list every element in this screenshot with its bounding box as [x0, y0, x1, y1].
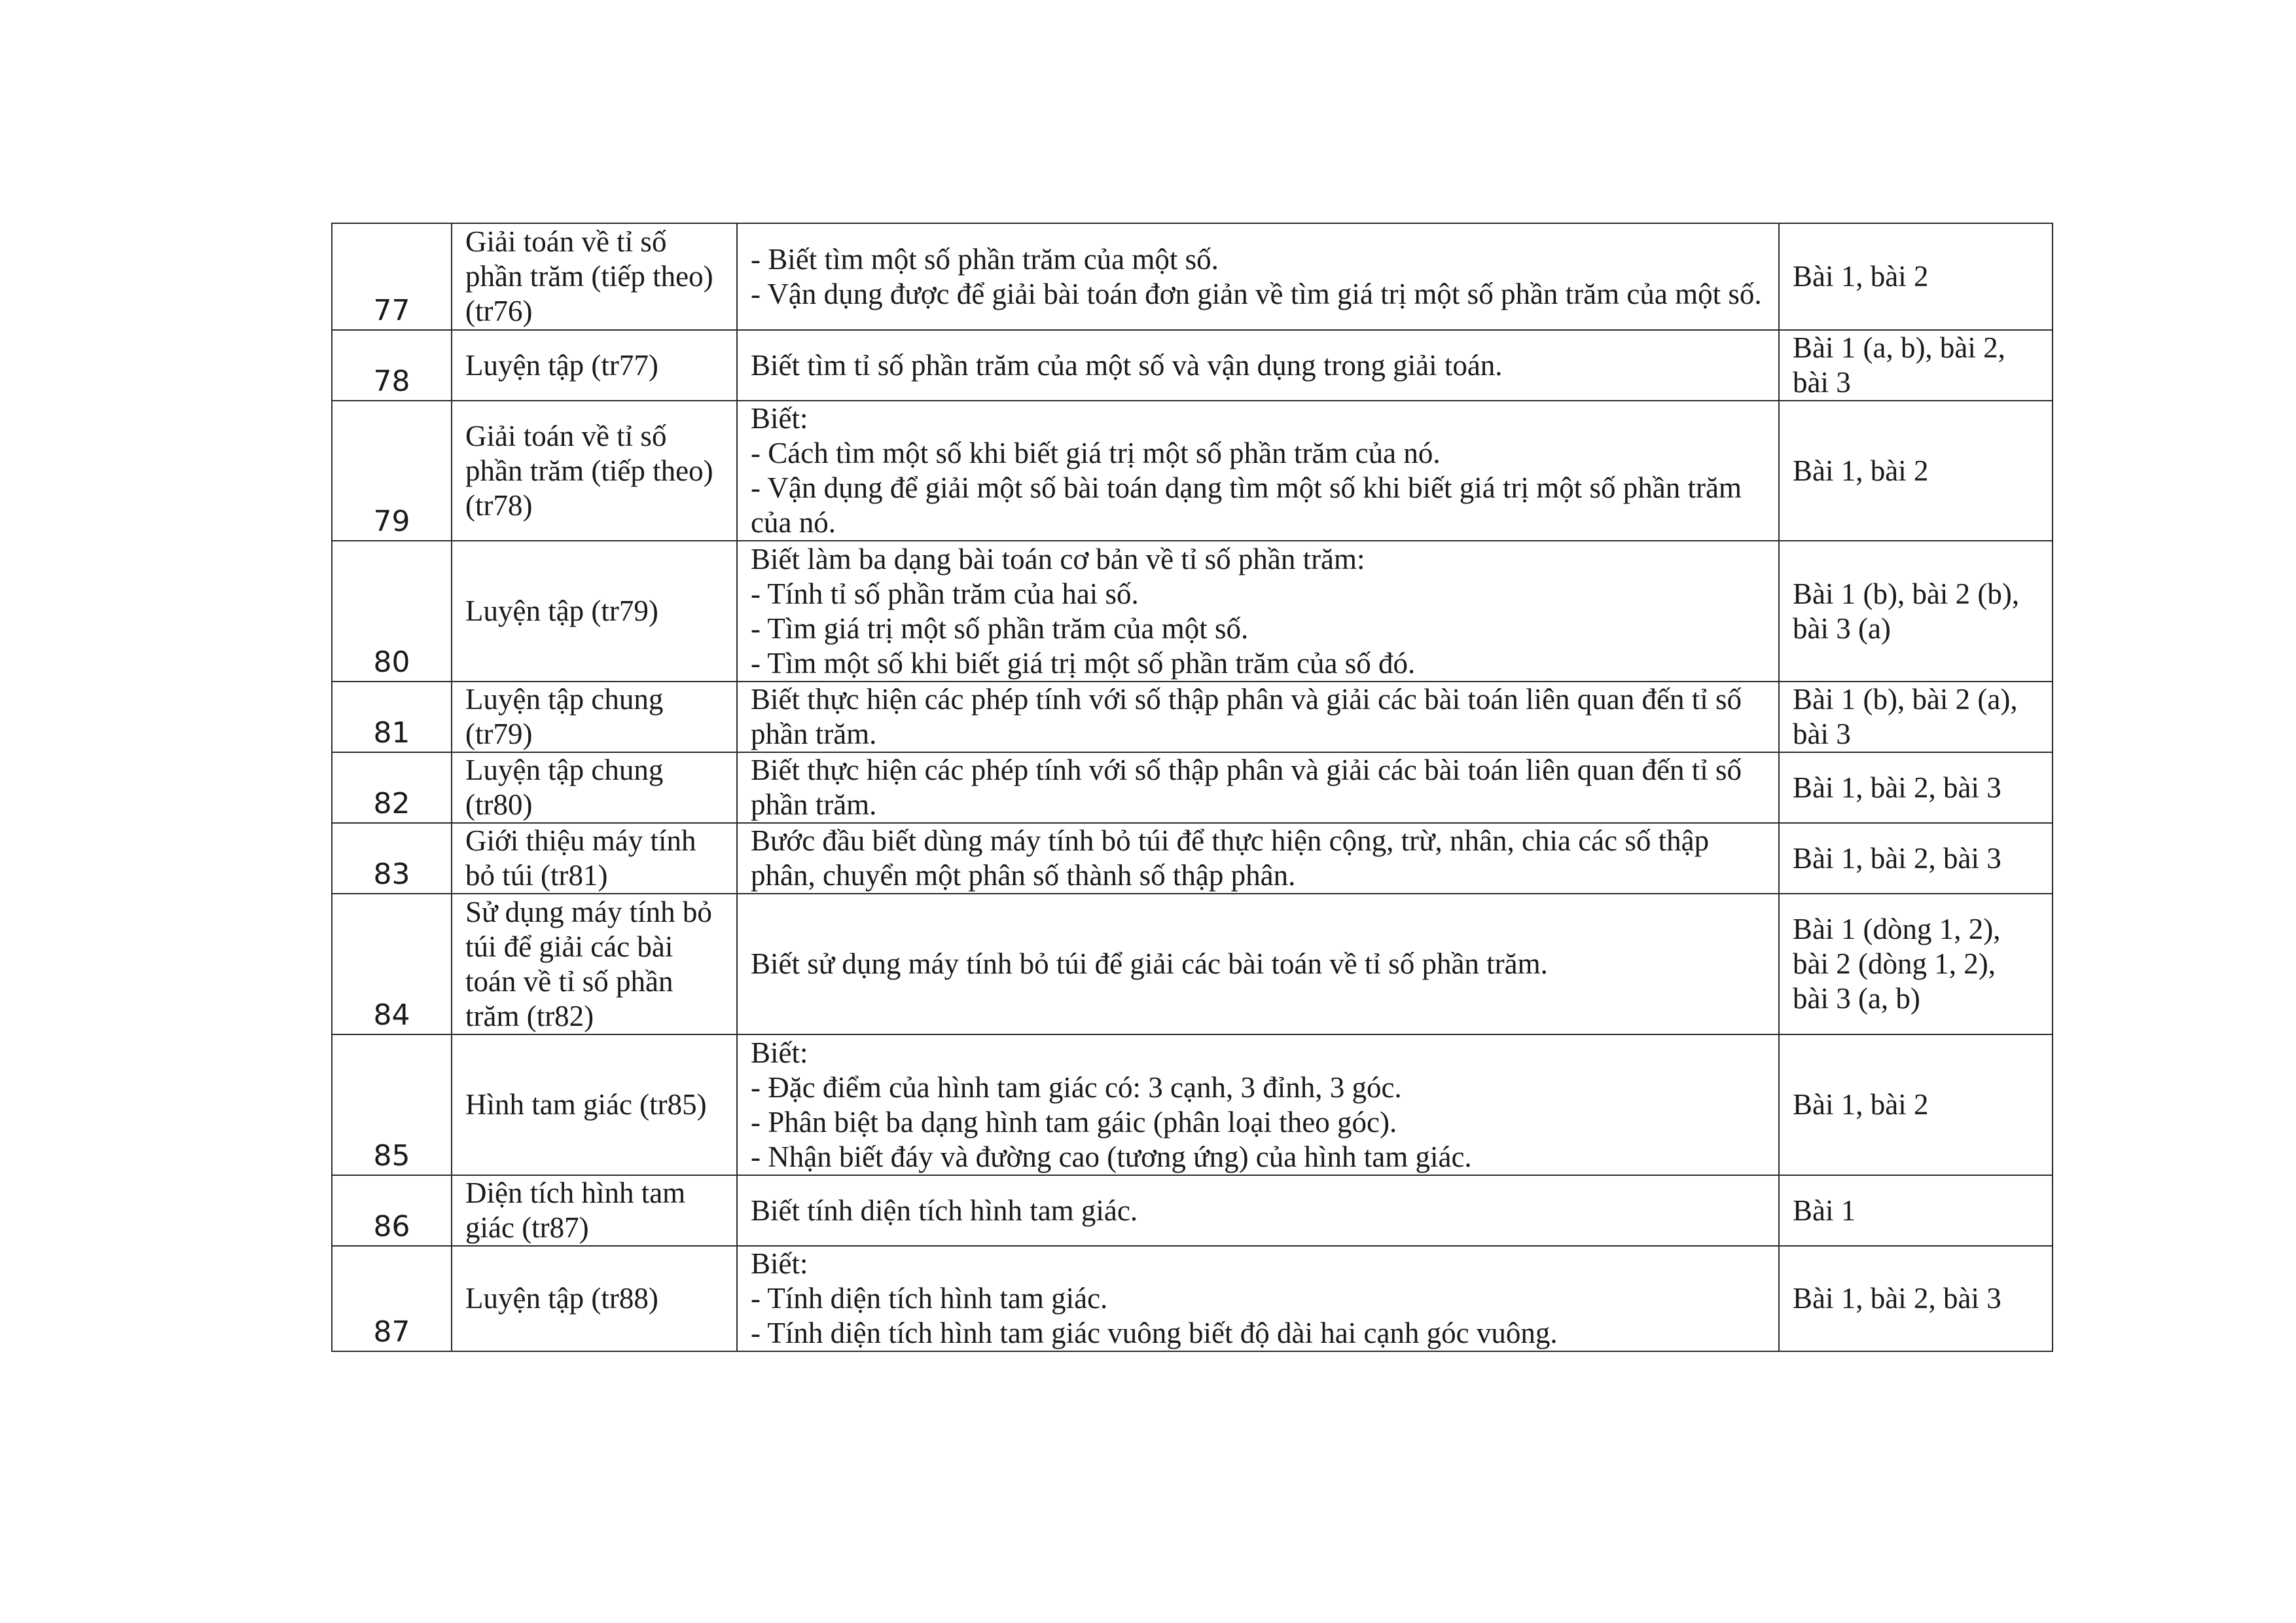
exercises-cell: Bài 1 [1779, 1175, 2053, 1246]
objective-line: - Biết tìm một số phần trăm của một số. [751, 242, 1219, 276]
objective-line: - Nhận biết đáy và đường cao (tương ứng) của hình tam giác. [751, 1140, 1472, 1173]
exercises-cell: Bài 1, bài 2, bài 3 [1779, 823, 2053, 894]
table-row [332, 1246, 2053, 1351]
lesson-title-cell: Luyện tập chung (tr79) [452, 682, 737, 752]
objective-line: - Tìm giá trị một số phần trăm của một số. [751, 611, 1249, 645]
lesson-objectives-cell [737, 752, 1779, 823]
lesson-objectives-cell [737, 682, 1779, 752]
objective-line: - Tính diện tích hình tam giác vuông biết độ dài hai cạnh góc vuông. [751, 1317, 1558, 1349]
lesson-number-cell: 87 [332, 1246, 452, 1351]
exercises-cell: Bài 1, bài 2 [1779, 401, 2053, 541]
exercises-cell: Bài 1 (a, b), bài 2, bài 3 [1779, 330, 2053, 401]
exercises-cell: Bài 1, bài 2 [1779, 223, 2053, 330]
exercises-cell: Bài 1 (b), bài 2 (b), bài 3 (a) [1779, 541, 2053, 682]
lesson-plan-body [332, 223, 2053, 1351]
lesson-plan-table [331, 223, 2053, 1352]
lesson-number-cell: 83 [332, 823, 452, 894]
objective-line: - Tính diện tích hình tam giác. [751, 1282, 1108, 1315]
lesson-objectives-cell [737, 1034, 1779, 1175]
lesson-number-cell: 84 [332, 894, 452, 1034]
lesson-objectives-cell [737, 330, 1779, 401]
lesson-number-cell: 86 [332, 1175, 452, 1246]
objective-line: - Tìm một số khi biết giá trị một số phần trăm của số đó. [751, 646, 1416, 680]
table-row [332, 1175, 2053, 1246]
table-row [332, 823, 2053, 894]
lesson-title-cell: Luyện tập chung (tr80) [452, 752, 737, 823]
objective-line: - Vận dụng để giải một số bài toán dạng tìm một số khi biết giá trị một số phần trăm của nó. [751, 471, 1742, 539]
lesson-number-cell: 79 [332, 401, 452, 541]
lesson-objectives-cell [737, 894, 1779, 1034]
lesson-number-cell: 78 [332, 330, 452, 401]
objective-line: Bước đầu biết dùng máy tính bỏ túi để thực hiện cộng, trừ, nhân, chia các số thập phân, chuyển một phân số thành số thập phân. [751, 824, 1710, 892]
lesson-objectives-cell [737, 401, 1779, 541]
exercises-cell: Bài 1 (dòng 1, 2), bài 2 (dòng 1, 2), bài 3 (a, b) [1779, 894, 2053, 1034]
lesson-objectives-cell [737, 1246, 1779, 1351]
lesson-title-cell: Giới thiệu máy tính bỏ túi (tr81) [452, 823, 737, 894]
lesson-objectives-cell [737, 823, 1779, 894]
lesson-title-cell: Luyện tập (tr88) [452, 1246, 737, 1351]
table-row [332, 682, 2053, 752]
objective-line: Biết sử dụng máy tính bỏ túi để giải các bài toán về tỉ số phần trăm. [751, 947, 1548, 980]
objective-line: - Phân biệt ba dạng hình tam gáic (phân loại theo góc). [751, 1105, 1397, 1139]
lesson-title-cell: Luyện tập (tr79) [452, 541, 737, 682]
lesson-title-cell: Giải toán về tỉ số phần trăm (tiếp theo) (tr76) [452, 223, 737, 330]
objective-line: - Cách tìm một số khi biết giá trị một số phần trăm của nó. [751, 437, 1441, 469]
lesson-title-cell: Giải toán về tỉ số phần trăm (tiếp theo) (tr78) [452, 401, 737, 541]
lesson-number-cell: 81 [332, 682, 452, 752]
table-row [332, 401, 2053, 541]
objective-line: Biết làm ba dạng bài toán cơ bản về tỉ số phần trăm: [751, 542, 1365, 575]
objective-line: - Vận dụng được để giải bài toán đơn giản về tìm giá trị một số phần trăm của một số. [751, 277, 1762, 310]
objective-line: Biết: [751, 1036, 808, 1069]
lesson-title-cell: Sử dụng máy tính bỏ túi để giải các bài toán về tỉ số phần trăm (tr82) [452, 894, 737, 1034]
exercises-cell: Bài 1 (b), bài 2 (a), bài 3 [1779, 682, 2053, 752]
exercises-cell: Bài 1, bài 2, bài 3 [1779, 752, 2053, 823]
objective-line: Biết: [751, 1247, 808, 1280]
objective-line: Biết thực hiện các phép tính với số thập phân và giải các bài toán liên quan đến tỉ số phần trăm. [751, 754, 1742, 821]
table-row [332, 1034, 2053, 1175]
table-row [332, 541, 2053, 682]
lesson-number-cell: 80 [332, 541, 452, 682]
table-row [332, 894, 2053, 1034]
objective-line: - Đặc điểm của hình tam giác có: 3 cạnh, 3 đỉnh, 3 góc. [751, 1070, 1402, 1104]
objective-line: Biết tìm tỉ số phần trăm của một số và vận dụng trong giải toán. [751, 348, 1503, 382]
table-row [332, 330, 2053, 401]
lesson-number-cell: 82 [332, 752, 452, 823]
table-row [332, 223, 2053, 330]
lesson-title-cell: Hình tam giác (tr85) [452, 1034, 737, 1175]
lesson-number-cell: 77 [332, 223, 452, 330]
exercises-cell: Bài 1, bài 2, bài 3 [1779, 1246, 2053, 1351]
lesson-objectives-cell [737, 541, 1779, 682]
exercises-cell: Bài 1, bài 2 [1779, 1034, 2053, 1175]
objective-line: - Tính tỉ số phần trăm của hai số. [751, 577, 1139, 610]
objective-line: Biết tính diện tích hình tam giác. [751, 1194, 1138, 1227]
lesson-title-cell: Luyện tập (tr77) [452, 330, 737, 401]
objective-line: Biết thực hiện các phép tính với số thập phân và giải các bài toán liên quan đến tỉ số phần trăm. [751, 683, 1742, 750]
lesson-number-cell: 85 [332, 1034, 452, 1175]
lesson-objectives-cell [737, 223, 1779, 330]
lesson-title-cell: Diện tích hình tam giác (tr87) [452, 1175, 737, 1246]
table-row [332, 752, 2053, 823]
lesson-objectives-cell [737, 1175, 1779, 1246]
objective-line: Biết: [751, 402, 808, 435]
